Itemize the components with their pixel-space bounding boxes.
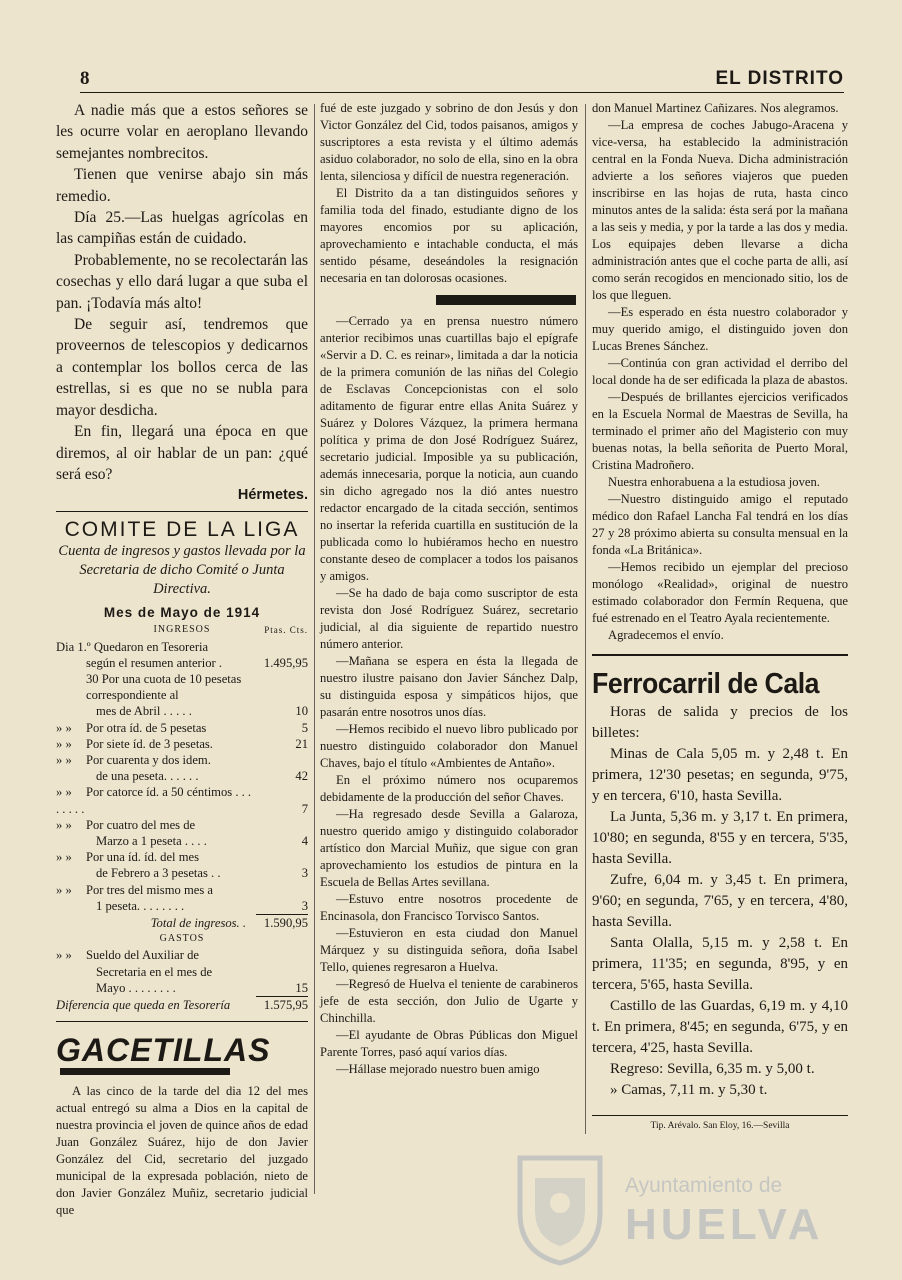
diferencia-value: 1.575,95 <box>263 997 308 1012</box>
paragraph: —Continúa con gran actividad el derribo del local donde ha de ser edificada la plaza de abastos. <box>592 356 848 387</box>
paragraph: Tienen que venirse abajo sin más remedio. <box>56 166 308 205</box>
diferencia-row <box>56 997 308 1013</box>
ledger-row <box>56 865 308 881</box>
column-3 <box>592 100 848 1131</box>
paragraph: —Nuestro distinguido amigo el reputado médico don Rafael Lancha Fal tendrá en los días 27 y 28 próximo abierta su consulta mensual en la fonda «La Británica». <box>592 492 848 557</box>
ledger-value: 21 <box>295 736 308 751</box>
column-1 <box>56 100 308 1219</box>
ditto-mark: » » <box>56 817 72 832</box>
ledger-text: Por cuatro del mes de <box>86 817 196 832</box>
watermark-line2: HUELVA <box>625 1200 824 1249</box>
ledger-value: 1.495,95 <box>263 655 308 670</box>
ledger-text: Por siete íd. de 3 pesetas. <box>86 736 213 751</box>
printer-footer: Tip. Arévalo. San Eloy, 16.—Sevilla <box>592 1115 848 1131</box>
signature: Hérmetes. <box>237 487 308 504</box>
paragraph: A nadie más que a estos señores se les ocurre volar en aeroplano llevando semejantes nombrecitos. <box>56 102 308 162</box>
ledger-row <box>56 639 308 655</box>
ledger-text: 30 Por una cuota de 10 pesetas correspondiente al <box>86 671 242 703</box>
coat-of-arms-icon <box>505 1148 615 1268</box>
paragraph: don Manuel Martinez Cañizares. Nos alegramos. <box>592 101 839 115</box>
ditto-mark: » » <box>56 752 72 767</box>
paragraph: —Estuvieron en esta ciudad don Manuel Márquez y su distinguida señora, doña Isabel Tello, quienes regresaron a Huelva. <box>320 926 578 974</box>
ledger-row <box>56 817 308 833</box>
total-row <box>56 915 308 931</box>
column-divider <box>314 104 315 1194</box>
ledger-row <box>56 720 308 736</box>
ledger-value: 10 <box>295 704 308 719</box>
paragraph: Santa Olalla, 5,15 m. y 2,58 t. En primera, 11'35; en segunda, 8'95, y en tercera, 5'65, hasta Sevilla. <box>592 935 848 993</box>
total-value: 1.590,95 <box>263 915 308 930</box>
paragraph: Regreso: Sevilla, 6,35 m. y 5,00 t. <box>610 1061 815 1077</box>
comite-title: COMITE DE LA LIGA <box>64 518 300 542</box>
ledger-text: según el resumen anterior . <box>86 655 223 670</box>
ledger-row <box>56 752 308 768</box>
paragraph: —Cerrado ya en prensa nuestro número anterior recibimos unas cuartillas bajo el epígrafe «Servir a D. C. es reinar», limitada a dar la noticia de la primera comunión de las niñas del Colegio de Esclavas Concepcionistas con el solo aditamento de figurar entre ellas Anita Suárez y Suárez y Dolores Vázquez, la primera hermana política y prima de don José Rodríguez Suárez, secretario judicial. Imposible ya su publicación, además innecesaria, porque la noticia, aun cuando sin dicho agregado nos la dió antes nuestro redactor encargado de la citada sección, sentimos no insertar la referida cuartilla en sustitución de la publicada como lo hubiéramos hecho en nuestro constante deseo de complacer a todos los paisanos y amigos. <box>320 314 578 583</box>
watermark-line1: Ayuntamiento de <box>625 1174 783 1197</box>
ledger-text: de Febrero a 3 pesetas . . <box>96 866 221 881</box>
ledger-row <box>56 671 308 703</box>
ledger-value: 3 <box>301 866 308 881</box>
page-header <box>80 68 844 93</box>
ditto-mark: » » <box>56 736 72 751</box>
article-text <box>56 100 308 485</box>
ledger-text: Por catorce íd. a 50 céntimos . . . . . . . . <box>56 785 252 816</box>
paragraph: Probablemente, no se recolectarán las cosechas y ello dará lugar a que suba el pan. ¡Todavía más alto! <box>56 251 308 312</box>
gastos-label: GASTOS <box>159 933 205 945</box>
paragraph: —Hállase mejorado nuestro buen amigo <box>336 1062 540 1076</box>
ledger-text: Mayo . . . . . . . . <box>96 980 176 995</box>
ledger-value: 4 <box>301 833 308 848</box>
paragraph: —El ayudante de Obras Públicas don Miguel Parente Torres, pasó aquí varios días. <box>320 1028 578 1059</box>
gacetillas-title: GACETILLAS <box>56 1032 271 1069</box>
comite-month: Mes de Mayo de 1914 <box>103 605 261 621</box>
paragraph: Nuestra enhorabuena a la estudiosa joven. <box>608 475 820 489</box>
ledger-text: Marzo a 1 peseta . . . . <box>96 833 207 848</box>
black-bar <box>60 1068 230 1075</box>
article-text <box>320 100 578 287</box>
paragraph: En fin, llegará una época en que diremos, al oir hablar de un pan: ¿qué será eso? <box>56 423 308 483</box>
units-label: Ptas. Cts. <box>264 625 308 636</box>
paragraph: —Hemos recibido un ejemplar del precioso monólogo «Realidad», original de nuestro estimado colaborador don Fermín Requena, que fué estrenado en el Teatro Ayala recientemente. <box>592 560 848 625</box>
divider <box>56 1021 308 1022</box>
divider <box>56 511 308 512</box>
ditto-mark: » » <box>56 882 72 897</box>
paragraph: » Camas, 7,11 m. y 5,30 t. <box>610 1082 768 1098</box>
ingresos-label: INGRESOS <box>153 624 211 636</box>
paragraph: Zufre, 6,04 m. y 3,45 t. En primera, 9'60; en segunda, 7'65, y en tercera, 4'80, hasta Sevilla. <box>592 872 848 930</box>
paragraph: —La empresa de coches Jabugo-Aracena y vice-versa, ha establecido la administración central en la Fonda Nueva. Dicha administración advierte a los señores viajeros que pueden inscribirse en las hojas de ruta, hasta cinco minutos antes de la salida: ésta será por la mañana a las seis y media, y por la tarde a las dos y media. Los equipajes deben llevarse a dicha administración antes que el coche parta de alli, así como serán recogidos en mencionado sitio, los de los que lleguen. <box>592 118 848 302</box>
ledger-text: mes de Abril . . . . . <box>96 704 192 719</box>
paragraph: —Se ha dado de baja como suscriptor de esta revista don José Rodríguez Suárez, secretario judicial, al dia siguiente de repartido nuestro número anterior. <box>320 586 578 651</box>
paragraph: —Es esperado en ésta nuestro colaborador y muy querido amigo, el distinguido joven don Lucas Brenes Sánchez. <box>592 305 848 353</box>
ledger-value: 3 <box>301 898 308 913</box>
watermark <box>505 1148 835 1268</box>
ledger-row <box>56 964 308 980</box>
ledger <box>56 622 308 1013</box>
black-bar <box>436 295 576 305</box>
ledger-row <box>56 898 308 914</box>
paragraph: Horas de salida y precios de los billetes: <box>592 704 848 741</box>
ledger-text: Por una íd. íd. del mes <box>86 850 199 865</box>
ledger-text: Sueldo del Auxiliar de <box>86 948 199 963</box>
masthead-title: EL DISTRITO <box>715 68 844 89</box>
paragraph: De seguir así, tendremos que proveernos de telescopios y dedicarnos a contemplar los bollos cerca de las estrellas, si es que no se nubla para mayor desdicha. <box>56 316 308 419</box>
total-label: Total de ingresos. . <box>150 915 246 930</box>
ferrocarril-title: Ferrocarril de Cala <box>592 668 820 700</box>
paragraph: Minas de Cala 5,05 m. y 2,48 t. En primera, 12'30 pesetas; en segunda, 9'75, y en tercera, 6'10, hasta Sevilla. <box>592 746 848 804</box>
ledger-row <box>56 703 308 719</box>
ledger-value: 15 <box>295 980 308 995</box>
timetable-text <box>592 702 848 1101</box>
ledger-row <box>56 768 308 784</box>
paragraph: fué de este juzgado y sobrino de don Jesús y don Victor González del Cid, todos paisanos, amigos y suscriptores a esta revista y el último además asiduo colaborador, no solo de ella, sino en la obra lenta, silenciosa y difícil de nuestra regeneración. <box>320 101 578 183</box>
diferencia-label: Diferencia que queda en Tesorería <box>56 997 231 1012</box>
ledger-row <box>56 833 308 849</box>
ditto-mark: » » <box>56 785 72 800</box>
ledger-row <box>56 736 308 752</box>
article-text <box>592 100 848 644</box>
comite-subtitle: Cuenta de ingresos y gastos llevada por la Secretaria de dicho Comité o Junta Directiva. <box>58 543 306 598</box>
ledger-row <box>56 849 308 865</box>
ledger-value: 42 <box>295 769 308 784</box>
ledger-row <box>56 655 308 671</box>
paragraph: —Ha regresado desde Sevilla a Galaroza, nuestro querido amigo y distinguido colaborador artístico don Marcial Muñiz, que sigue con gran aprovechamiento los estudios de pintura en la Escuela de Bellas Artes sevillana. <box>320 807 578 889</box>
ledger-text: 1 peseta. . . . . . . . <box>96 898 185 913</box>
paragraph: El Distrito da a tan distinguidos señores y familia toda del finado, estudiante digno de los mayores encomios por su aplicación, aprovechamiento e intachable conducta, el más sentido pésame, deseándoles la resignación necesaria en tan dolorosas ocasiones. <box>320 186 578 285</box>
ledger-value: 5 <box>301 720 308 735</box>
ledger-row <box>56 947 308 963</box>
ledger-row <box>56 980 308 996</box>
ingresos-heading <box>56 622 308 638</box>
article-text <box>320 313 578 1078</box>
ledger-text: Por cuarenta y dos idem. <box>86 752 211 767</box>
paragraph: Agradecemos el envío. <box>608 628 724 642</box>
paragraph: —Hemos recibido el nuevo libro publicado por nuestro distinguido colaborador don Manuel Chaves, bajo el título «Ambientes de Antaño». <box>320 722 578 770</box>
paragraph: —Regresó de Huelva el teniente de carabineros jefe de esta sección, don Julio de Ugarte y Chinchilla. <box>320 977 578 1025</box>
ledger-text: Por tres del mismo mes a <box>86 882 213 897</box>
ledger-row <box>56 784 308 816</box>
paragraph: —Estuvo entre nosotros procedente de Encinasola, don Francisco Torvisco Santos. <box>320 892 578 923</box>
ditto-mark: » » <box>56 948 72 963</box>
divider <box>592 654 848 656</box>
paragraph: En el próximo número nos ocuparemos debidamente de la producción del señor Chaves. <box>320 773 578 804</box>
paragraph: A las cinco de la tarde del dia 12 del mes actual entregó su alma a Dios en la capital de nuestra provincia el joven de quince años de edad Juan González Suárez, hijo de don Javier González del Cid, secretario del juzgado municipal de la expresada población, nieto de don Javier González Muñiz, secretario judicial que <box>56 1084 308 1218</box>
ledger-text: Por otra íd. de 5 pesetas <box>86 720 207 735</box>
paragraph: Día 25.—Las huelgas agrícolas en las campiñas están de cuidado. <box>56 209 308 248</box>
column-divider <box>585 104 586 1134</box>
ledger-text: de una peseta. . . . . . <box>96 769 199 784</box>
column-2 <box>320 100 578 1078</box>
ledger-value: 7 <box>301 801 308 816</box>
ledger-text: Secretaria en el mes de <box>96 964 213 979</box>
page-number: 8 <box>80 68 90 89</box>
ditto-mark: » » <box>56 850 72 865</box>
ledger-text: Dia 1.º Quedaron en Tesoreria <box>56 639 209 654</box>
paragraph: —Después de brillantes ejercicios verificados en la Escuela Normal de Maestras de Sevilla, ha terminado el primer año del Magisterio con muy buenas notas, la bella señorita de Puerto Moral, Cristina Madroñero. <box>592 390 848 472</box>
ditto-mark: » » <box>56 720 72 735</box>
paragraph: —Mañana se espera en ésta la llegada de nuestro ilustre paisano don Javier Sánchez Dalp, su distinguida esposa y simpáticos hijos, que pasarán entre nosotros unos días. <box>320 654 578 719</box>
ledger-row <box>56 882 308 898</box>
article-text <box>56 1083 308 1219</box>
paragraph: Castillo de las Guardas, 6,19 m. y 4,10 t. En primera, 8'45; en segunda, 6'75, y en tercera, 4'25, hasta Sevilla. <box>592 998 848 1056</box>
paragraph: La Junta, 5,36 m. y 3,17 t. En primera, 10'80; en segunda, 8'55 y en tercera, 5'35, hasta Sevilla. <box>592 809 848 867</box>
